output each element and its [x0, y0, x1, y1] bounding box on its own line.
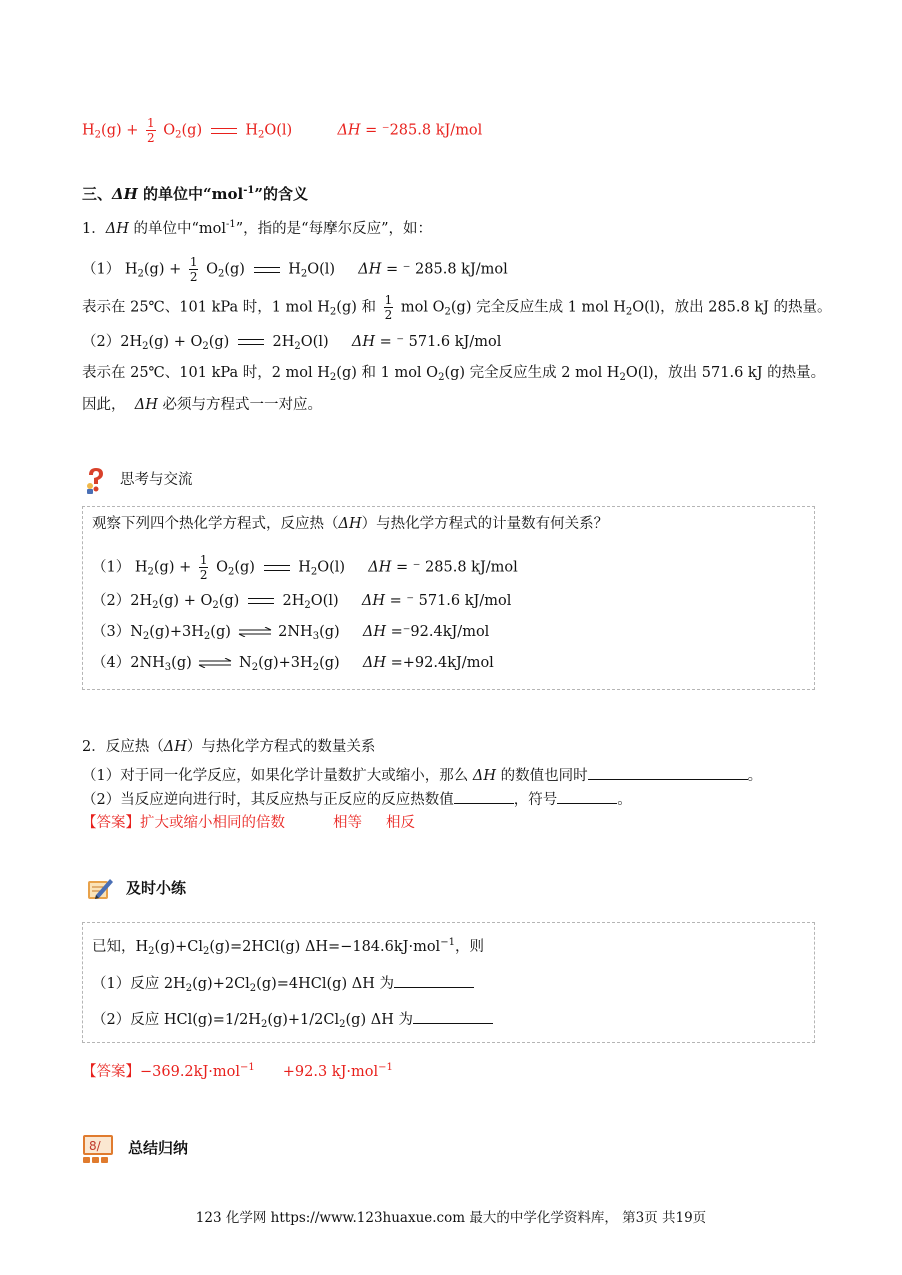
practice-answer: 【答案】−369.2kJ·mol$^{-1}$ +92.3 kJ·mol$^{-1}$ — [82, 1062, 393, 1080]
pencil-notebook-icon — [86, 875, 114, 901]
think-question: 观察下列四个热化学方程式，反应热（ΔH）与热化学方程式的计量数有何关系？ — [92, 516, 609, 532]
think-equation-1: （1） $H_2(g)$ + $\frac{1}{2}$ $O_2(g)$ $H_2O(l) \Delta H$ = ⁻ 285.8 kJ/mol — [92, 553, 518, 582]
fraction-half: $\frac{1}{2}$ — [147, 116, 155, 145]
equation-1: （1） $H_2(g)$ + $\frac{1}{2}$ $O_2(g)$ $H_2O(l) \Delta H$ = ⁻ 285.8 kJ/mol — [82, 255, 508, 284]
practice-question-1: （1）反应 $2H_2(g)+2Cl_2(g)=4HCl(g)$ ΔH 为 — [92, 973, 474, 994]
think-heading: 思考与交流 — [120, 472, 193, 488]
item-1-text: 1．ΔH 的单位中“mol$^{-1}$”，指的是“每摩尔反应”，如： — [82, 219, 432, 237]
answer-blank[interactable] — [413, 1009, 493, 1024]
answer-blank[interactable] — [454, 789, 514, 804]
section-3-title: 三、ΔH 的单位中“mol$^{-1}$”的含义 — [82, 185, 309, 203]
conclusion: 因此， ΔH 必须与方程式一一对应。 — [82, 397, 322, 413]
item-2-answer: 【答案】扩大或缩小相同的倍数 相等 相反 — [82, 815, 415, 831]
equals-arrow — [254, 267, 280, 273]
svg-text:8/: 8/ — [89, 1139, 101, 1153]
equals-arrow — [211, 128, 237, 134]
top-equation: $H_2(g)$ + $\frac{1}{2}$ $O_2(g)$ $H_2O(l) \Delta H = ^-285.8$ kJ/mol — [82, 116, 483, 145]
explanation-1: 表示在 25℃、101 kPa 时，1 mol $H_2(g)$ 和 $\frac{1}{2}$ mol $O_2(g)$ 完全反应生成 1 mol $H_2O(l)$，放出 285.8 kJ 的热量。 — [82, 293, 832, 322]
fraction-half: $\frac{1}{2}$ — [384, 293, 393, 322]
question-figure-icon — [84, 466, 108, 494]
answer-blank[interactable] — [588, 765, 748, 780]
think-equation-3: $(3)N_2(g)+3H_2(g)$ $2NH_3(g)$ ΔH =⁻92.4kJ/mol — [92, 624, 490, 642]
answer-blank[interactable] — [394, 973, 474, 988]
answer-blank[interactable] — [557, 789, 617, 804]
item-2-line-1: （1）对于同一化学反应，如果化学计量数扩大或缩小，那么 ΔH 的数值也同时 。 — [82, 765, 762, 786]
practice-given: 已知，$H_2(g)+Cl_2(g)=2HCl(g)$ ΔH=−184.6kJ·mol$^{-1}$，则 — [92, 937, 484, 957]
fraction-half: $\frac{1}{2}$ — [199, 553, 208, 582]
explanation-2: 表示在 25℃、101 kPa 时，2 mol $H_2(g)$ 和 1 mol $O_2(g)$ 完全反应生成 2 mol $H_2O(l)$，放出 571.6 kJ 的热量。 — [82, 365, 826, 383]
equals-arrow — [238, 339, 264, 345]
equals-arrow — [248, 598, 274, 604]
equals-arrow — [264, 565, 290, 571]
summary-heading: 总结归纳 — [128, 1139, 189, 1157]
summary-board-icon — [82, 1134, 114, 1164]
page-footer: 123 化学网 https://www.123huaxue.com 最大的中学化学资料库， 第3页 共19页 — [195, 1210, 707, 1226]
fraction-half: $\frac{1}{2}$ — [189, 255, 198, 284]
reversible-arrow-icon — [198, 658, 232, 668]
practice-heading: 及时小练 — [126, 879, 187, 897]
item-2-title: 2．反应热（ΔH）与热化学方程式的数量关系 — [82, 739, 376, 755]
equation-2: $(2)2H_2(g) + O_2(g)$ $2H_2O(l) \Delta H$ = ⁻ 571.6 kJ/mol — [82, 334, 502, 352]
think-equation-2: $(2)2H_2(g) + O_2(g)$ $2H_2O(l) \Delta H$ = ⁻ 571.6 kJ/mol — [92, 593, 512, 611]
think-equation-4: $(4)2NH_3(g)$ $N_2(g)+3H_2(g)$ ΔH =+92.4kJ/mol — [92, 655, 494, 673]
item-2-line-2: （2）当反应逆向进行时，其反应热与正反应的反应热数值 ，符号 。 — [82, 789, 632, 810]
reversible-arrow-icon — [238, 627, 272, 637]
practice-question-2: （2）反应 $HCl(g)=1/2H_2(g)+1/2Cl_2(g)$ ΔH 为 — [92, 1009, 493, 1030]
